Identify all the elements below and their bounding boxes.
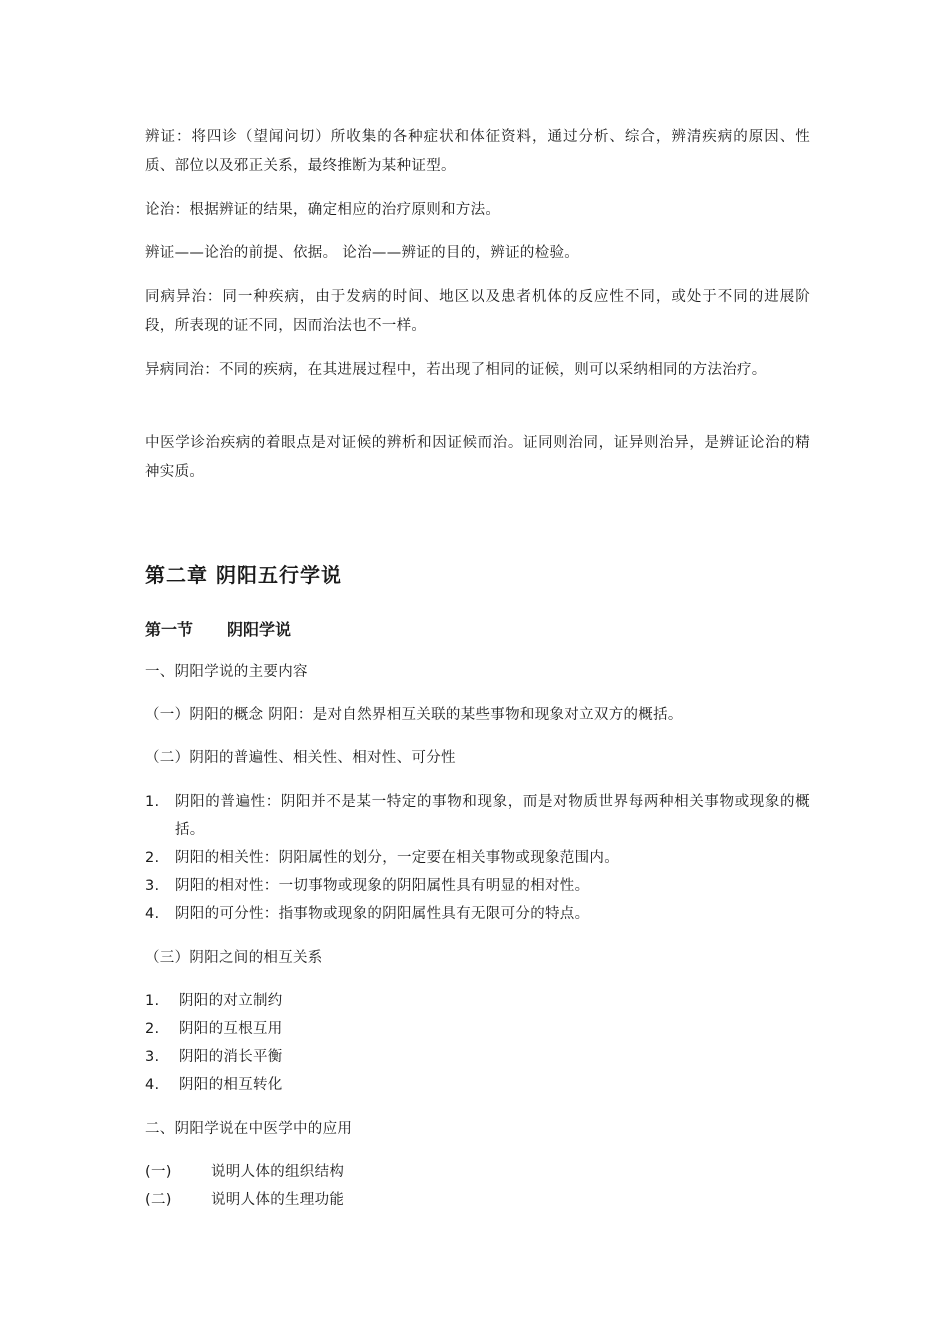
part2-heading: 二、阴阳学说在中医学中的应用 [145, 1121, 353, 1137]
list-item [145, 1043, 810, 1071]
section-heading [145, 617, 291, 640]
list-item [145, 844, 810, 872]
list-item-text: 阴阳的相互转化 [179, 1077, 283, 1093]
paragraph-essence: 中医学诊治疾病的着眼点是对证候的辨析和因证候而治。证同则治同，证异则治异，是辨证论治的精神实质。 [145, 435, 810, 480]
list-item [145, 1158, 810, 1186]
list-item [145, 1186, 810, 1214]
list-item-text: 阴阳的可分性：指事物或现象的阴阳属性具有无限可分的特点。 [175, 906, 590, 922]
list-item-number: 2. [145, 1021, 160, 1037]
list-item [145, 900, 810, 928]
list-item-text: 阴阳的普遍性：阴阳并不是某一特定的事物和现象，而是对物质世界每两种相关事物或现象的概括。 [175, 794, 810, 838]
section-title: 阴阳学说 [227, 620, 292, 639]
list-item-number: 4. [145, 1077, 160, 1093]
subsection-properties: （二）阴阳的普遍性、相关性、相对性、可分性 [145, 750, 456, 766]
list-item [145, 1015, 810, 1043]
chapter-title: 第二章 阴阳五行学说 [145, 563, 342, 587]
list-item-text: 说明人体的生理功能 [211, 1192, 345, 1208]
paragraph-relation: 辨证——论治的前提、依据。 论治——辨证的目的，辨证的检验。 [145, 245, 580, 261]
paragraph-lunzhi: 论治：根据辨证的结果，确定相应的治疗原则和方法。 [145, 202, 501, 218]
list-item-number: 2. [145, 850, 160, 866]
list-item-text: 阴阳的消长平衡 [179, 1049, 283, 1065]
list-item [145, 987, 810, 1015]
list-item-text: 阴阳的相关性：阴阳属性的划分，一定要在相关事物或现象范围内。 [175, 850, 619, 866]
paragraph-tongbing: 同病异治：同一种疾病，由于发病的时间、地区以及患者机体的反应性不同，或处于不同的进展阶段，所表现的证不同，因而治法也不一样。 [145, 289, 810, 334]
part1-heading: 一、阴阳学说的主要内容 [145, 664, 308, 680]
list-item-number: (一) [145, 1164, 172, 1180]
list-item-number: (二) [145, 1192, 172, 1208]
list-item-number: 4. [145, 906, 160, 922]
subsection-relations: （三）阴阳之间的相互关系 [145, 950, 323, 966]
list-item-number: 3. [145, 1049, 160, 1065]
list-item [145, 788, 810, 844]
list-item-text: 阴阳的互根互用 [179, 1021, 283, 1037]
list-item-number: 1. [145, 794, 160, 810]
section-label: 第一节 [145, 620, 194, 639]
subsection-concept: （一）阴阳的概念 阴阳：是对自然界相互关联的某些事物和现象对立双方的概括。 [145, 707, 683, 723]
list-item-text: 阴阳的相对性：一切事物或现象的阴阳属性具有明显的相对性。 [175, 878, 590, 894]
list-item-text: 说明人体的组织结构 [211, 1164, 345, 1180]
list-item [145, 1071, 810, 1099]
list-item-number: 3. [145, 878, 160, 894]
list-item-text: 阴阳的对立制约 [179, 993, 283, 1009]
paragraph-yibing: 异病同治：不同的疾病，在其进展过程中，若出现了相同的证候，则可以采纳相同的方法治疗。 [145, 362, 767, 378]
paragraph-bianzheng: 辨证：将四诊（望闻问切）所收集的各种症状和体征资料，通过分析、综合，辨清疾病的原因、性质、部位以及邪正关系，最终推断为某种证型。 [145, 129, 810, 174]
list-item-number: 1. [145, 993, 160, 1009]
list-item [145, 872, 810, 900]
